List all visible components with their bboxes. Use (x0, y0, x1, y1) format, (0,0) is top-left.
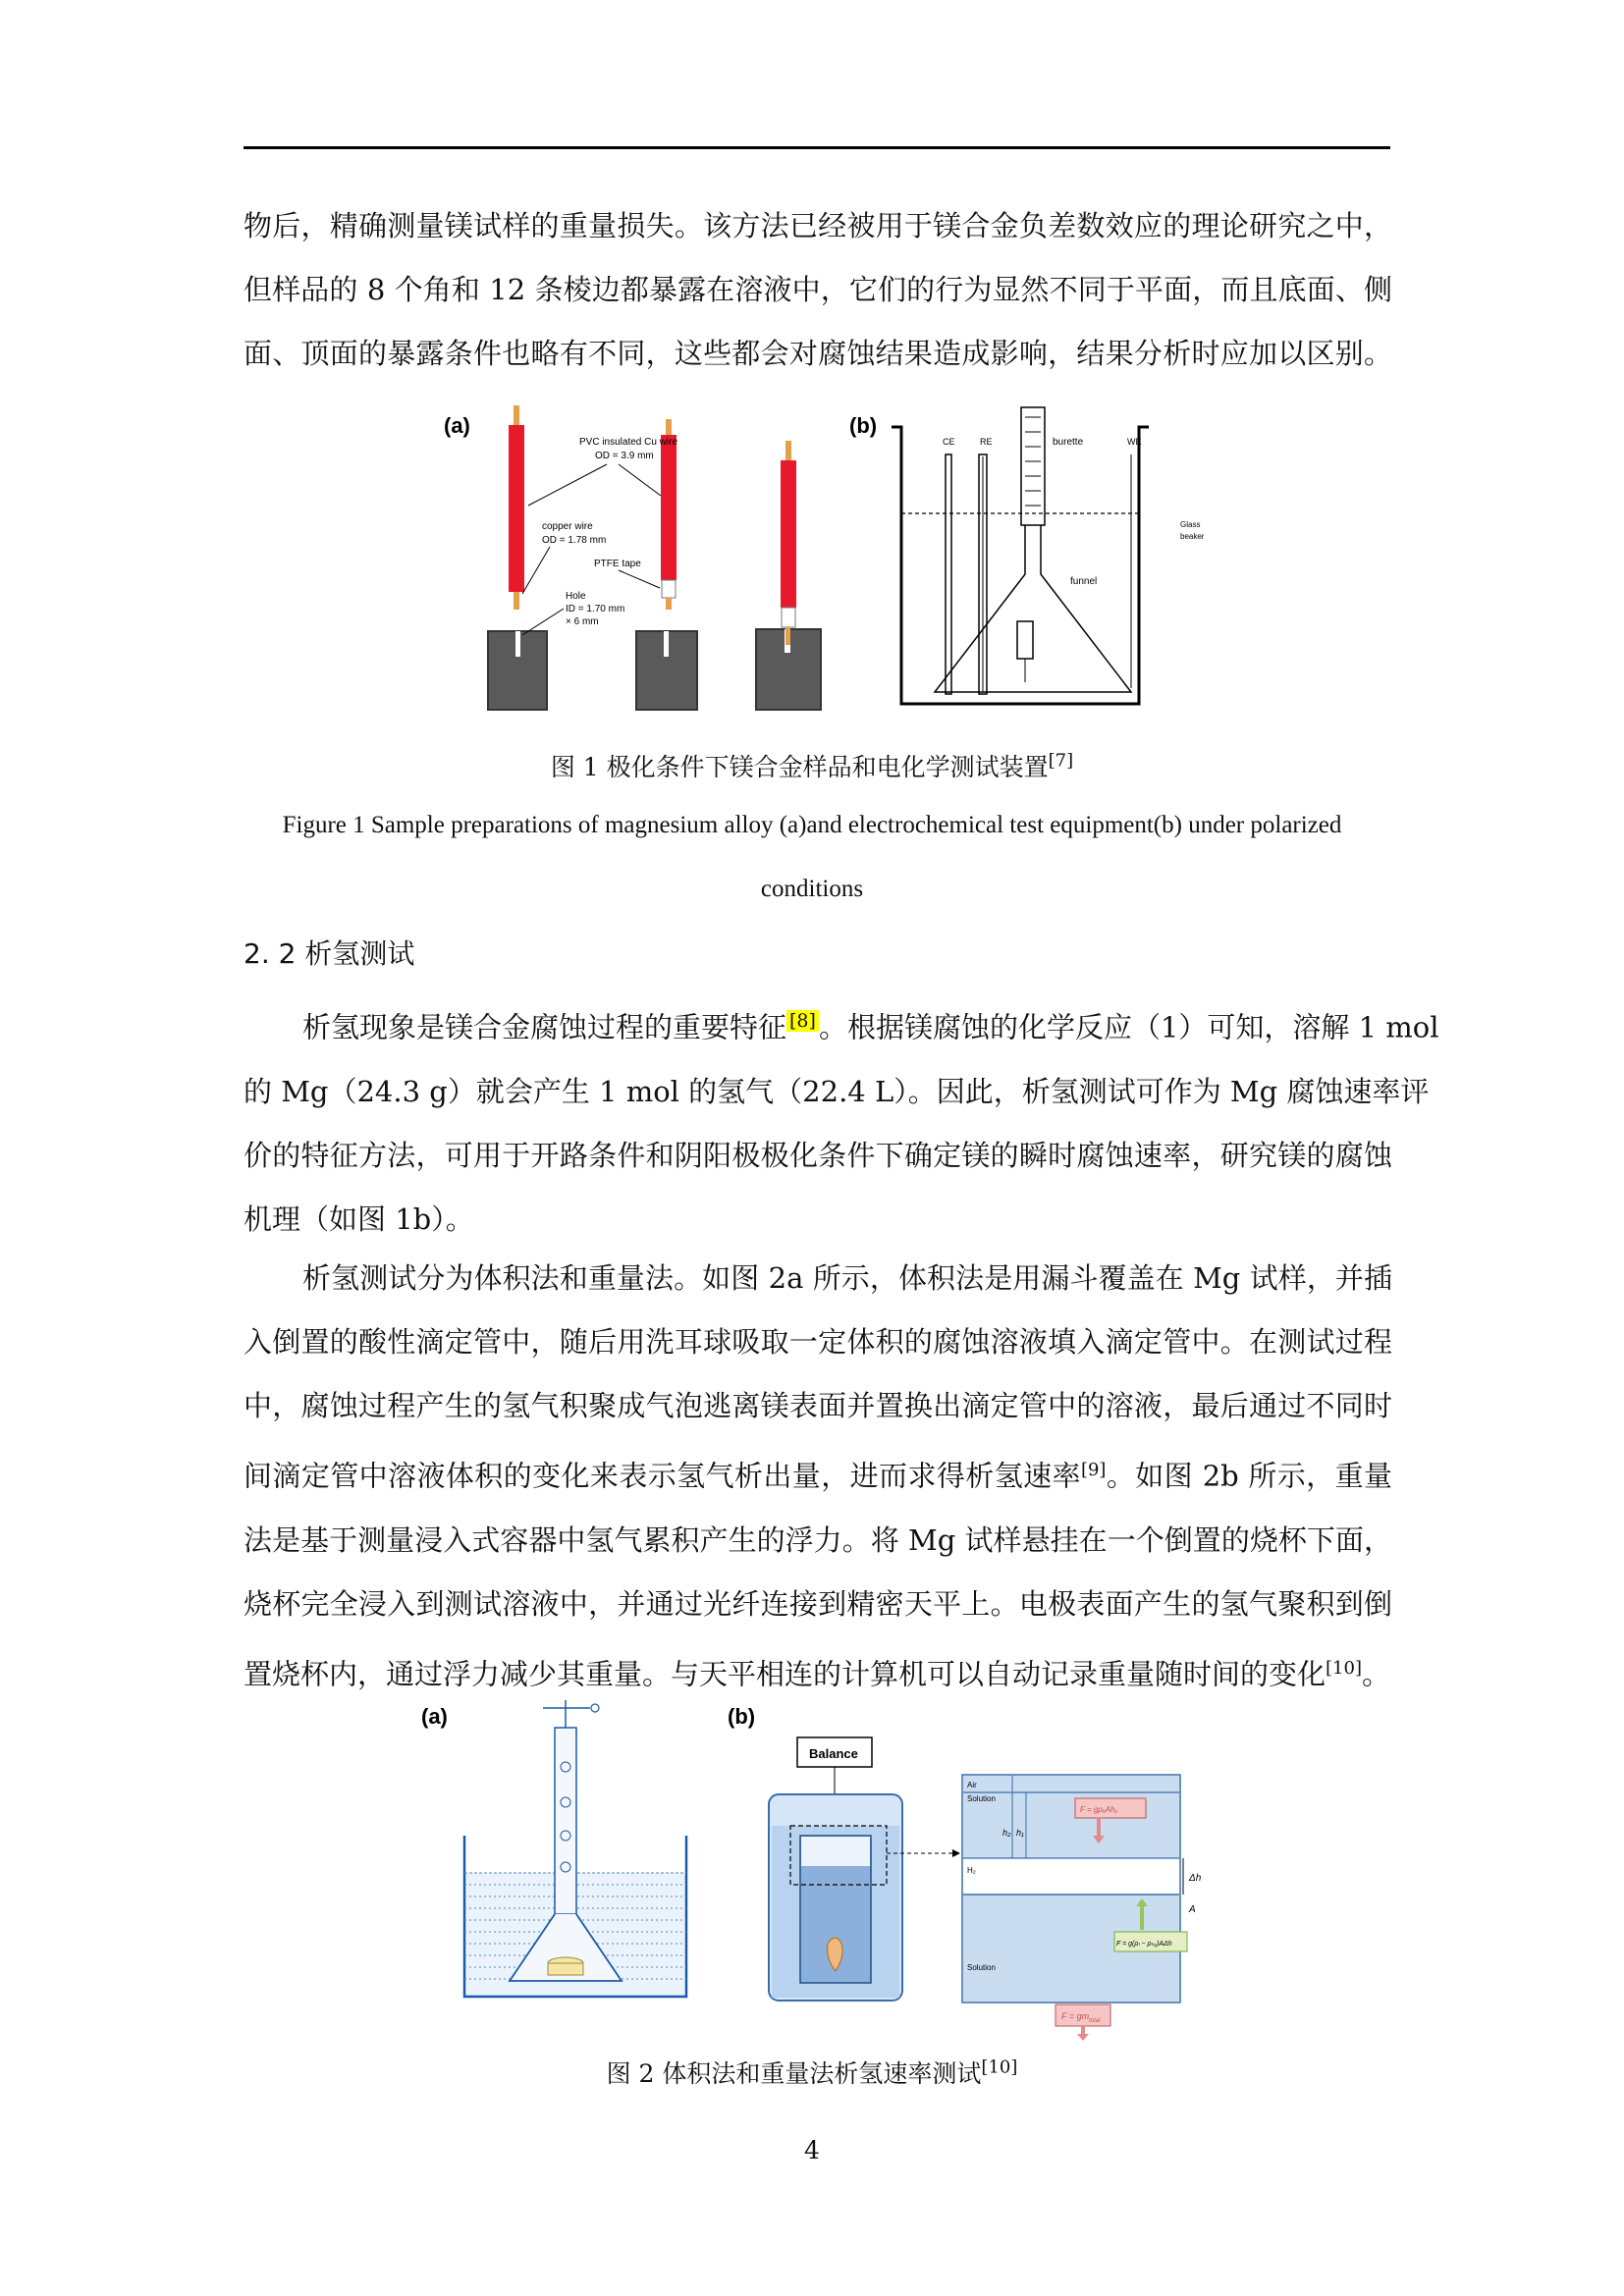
fig1-label-ce: CE (943, 437, 955, 447)
citation: [9] (1080, 1460, 1107, 1480)
fig2-panel-a-label: (a) (421, 1704, 448, 1729)
text-line: 析氢测试分为体积法和重量法。如图 2a 所示，体积法是用漏斗覆盖在 Mg 试样，并插 (302, 1261, 1392, 1295)
copper-wire-tip (666, 598, 672, 610)
figure-2 (417, 1698, 1272, 2042)
funnel (935, 525, 1131, 692)
text-line: 物后，精确测量镁试样的重量损失。该方法已经被用于镁合金负差数效应的理论研究之中， (244, 209, 1392, 242)
text-segment: 置烧杯内，通过浮力减少其重量。与天平相连的计算机可以自动记录重量随时间的变化 (244, 1657, 1326, 1691)
fig1-label-hole-depth: × 6 mm (566, 616, 599, 627)
fig1-label-hole: Hole (566, 591, 586, 602)
citation: [10] (1326, 1657, 1362, 1679)
figure-1-caption-en (0, 812, 1624, 839)
mg-sample-body (548, 1963, 583, 1975)
pvc-wire (509, 425, 524, 592)
label-delta-h: Δh (1189, 1873, 1202, 1884)
figure-1-caption-en-cont (0, 876, 1624, 903)
label-h1-height: h₁ (1016, 1828, 1024, 1838)
text-line (244, 989, 1439, 1060)
label-air: Air (967, 1781, 977, 1789)
text-line: 中，腐蚀过程产生的氢气积聚成气泡逃离镁表面并置换出滴定管中的溶液，最后通过不同时 (244, 1389, 1392, 1422)
section-heading: 2. 2 析氢测试 (244, 937, 415, 970)
paragraph-1 (244, 194, 1392, 386)
text-line: 价的特征方法，可用于开路条件和阴阳极极化条件下确定镁的瞬时腐蚀速率，研究镁的腐蚀 (244, 1138, 1392, 1172)
fig1-label-funnel: funnel (1070, 576, 1098, 587)
header-rule (244, 146, 1390, 149)
text-segment: 。 (1361, 1657, 1390, 1691)
gas-space (801, 1837, 870, 1866)
caption-text: conditions (760, 876, 864, 902)
caption-text: Figure 1 Sample preparations of magnesium alloy (a)and electrochemical test equipment(b) under polarized (282, 812, 1342, 838)
fig1-label-burette: burette (1053, 437, 1084, 448)
fig1-label-pvc-od: OD = 3.9 mm (595, 451, 654, 461)
pvc-wire (781, 460, 796, 608)
copper-wire-tip (514, 592, 519, 610)
fig1-panel-b-label: (b) (849, 413, 878, 438)
copper-wire-tip (666, 419, 672, 435)
burette (1021, 407, 1045, 525)
glass-beaker (892, 427, 1149, 704)
sample-hole (515, 631, 520, 657)
solution-layer (963, 1776, 1179, 1858)
label-h2-height: h₂ (1002, 1828, 1011, 1838)
fig1-label-we: WE (1127, 437, 1142, 447)
fig1-label-hole-id: ID = 1.70 mm (566, 604, 625, 614)
sample-hole (664, 631, 669, 657)
force-label-top: F = gρₐAh₁ (1080, 1805, 1118, 1814)
citation: [10] (981, 2056, 1018, 2078)
pvc-wire (661, 435, 677, 580)
text-line: 的 Mg（24.3 g）就会产生 1 mol 的氢气（22.4 L）。因此，析氢测试可作为 Mg 腐蚀速率评 (244, 1074, 1430, 1108)
fig1-label-ptfe: PTFE tape (594, 559, 641, 569)
paragraph-3 (244, 1247, 1392, 1706)
citation-highlight: [8] (786, 1010, 819, 1032)
force-label-subscript: total (1089, 2018, 1101, 2024)
label-h2-gas: H₂ (967, 1866, 976, 1875)
fig1-label-glass: Glass (1180, 520, 1201, 529)
text-segment: 析氢现象是镁合金腐蚀过程的重要特征 (302, 1010, 787, 1044)
fig1-label-beaker: beaker (1180, 532, 1205, 541)
counter-electrode (946, 454, 951, 694)
copper-wire-tip (785, 441, 791, 460)
text-segment: 。根据镁腐蚀的化学反应（1）可知，溶解 1 mol (818, 1010, 1439, 1044)
paragraph-2 (244, 989, 1439, 1252)
text-line (244, 1438, 1392, 1509)
text-line: 机理（如图 1b）。 (244, 1201, 474, 1236)
text-line: 面、顶面的暴露条件也略有不同，这些都会对腐蚀结果造成影响，结果分析时应加以区别。 (244, 337, 1392, 370)
text-segment: 间滴定管中溶液体积的变化来表示氢气析出量，进而求得析氢速率 (244, 1459, 1081, 1493)
text-line: 法是基于测量浸入式容器中氢气累积产生的浮力。将 Mg 试样悬挂在一个倒置的烧杯下面， (244, 1522, 1392, 1557)
force-label-mid: F = g(ρₗ − ρₕ₂)AΔh (1116, 1941, 1172, 1948)
text-line: 入倒置的酸性滴定管中，随后用洗耳球吸取一定体积的腐蚀溶液填入滴定管中。在测试过程 (244, 1325, 1392, 1359)
figure-1 (432, 398, 1237, 721)
label-solution-top: Solution (967, 1794, 996, 1803)
text-line (244, 1636, 1392, 1707)
working-electrode (1017, 621, 1033, 659)
fig1-label-pvc: PVC insulated Cu wire (579, 437, 678, 448)
burette (555, 1728, 576, 1914)
force-label-text: F = gm (1061, 2011, 1090, 2021)
citation: [7] (1048, 750, 1074, 772)
page-number: 4 (804, 2136, 820, 2164)
ptfe-tape (662, 580, 676, 598)
fig1-panel-a-label: (a) (444, 413, 470, 438)
caption-text: 图 1 极化条件下镁合金样品和电化学测试装置 (550, 753, 1049, 781)
label-point-a: A (1189, 1904, 1196, 1915)
fig1-label-copper: copper wire (542, 521, 593, 532)
balance-label: Balance (809, 1746, 858, 1761)
ptfe-tape (782, 608, 795, 627)
copper-wire-tip (785, 627, 790, 645)
fig1-label-copper-od: OD = 1.78 mm (542, 535, 607, 546)
label-solution-bottom: Solution (967, 1963, 996, 1972)
copper-wire-tip (514, 405, 519, 425)
text-line: 烧杯完全浸入到测试溶液中，并通过光纤连接到精密天平上。电极表面产生的氢气聚积到倒 (244, 1586, 1392, 1621)
caption-text: 图 2 体积法和重量法析氢速率测试 (606, 2059, 982, 2088)
text-segment: 。如图 2b 所示，重量 (1106, 1459, 1392, 1493)
fig2-panel-b-label: (b) (728, 1704, 756, 1729)
figure-1-caption-cn (0, 748, 1624, 783)
fig1-label-re: RE (980, 437, 993, 447)
figure-2-caption-cn (0, 2055, 1624, 2090)
text-line: 但样品的 8 个角和 12 条棱边都暴露在溶液中，它们的行为显然不同于平面，而且底面、侧 (244, 273, 1392, 306)
